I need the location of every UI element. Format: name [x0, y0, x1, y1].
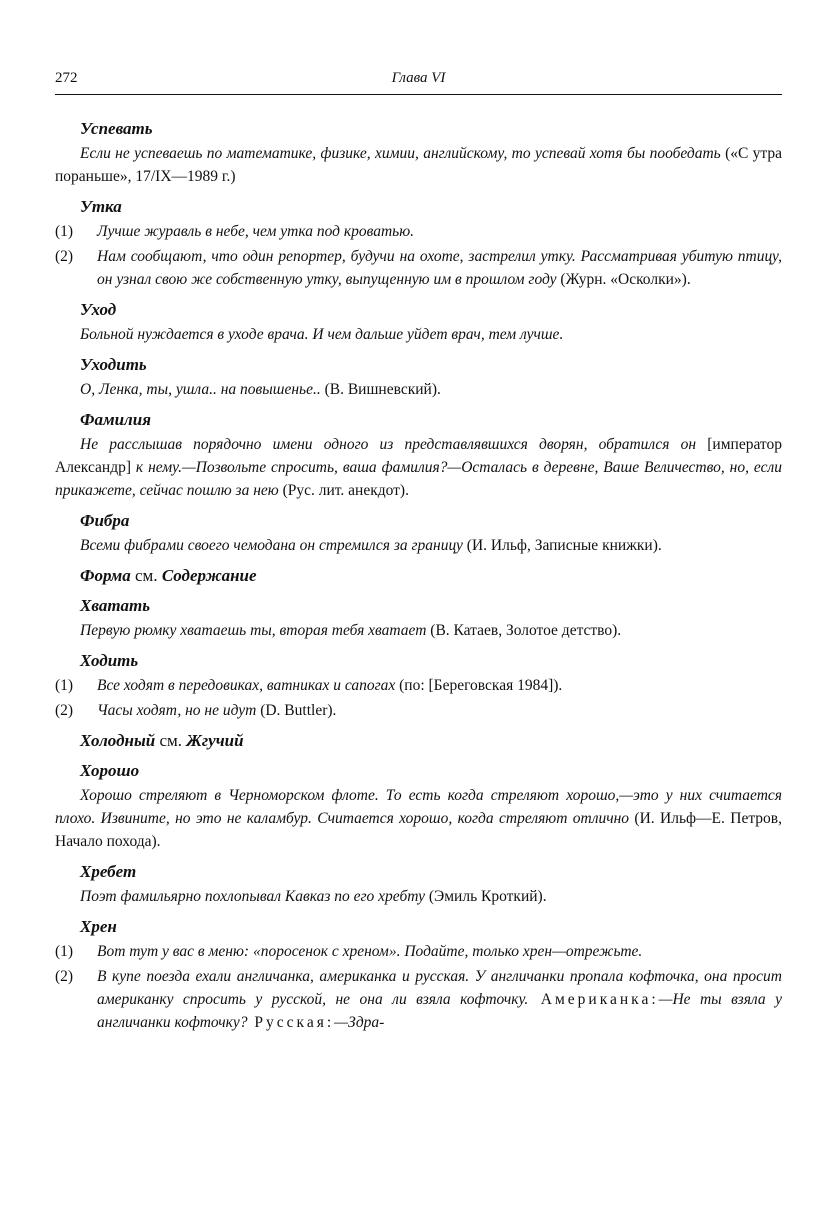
- entry-khvatat: [55, 587, 782, 642]
- entry-khorosho: [55, 752, 782, 853]
- entry-ukhodit: [55, 346, 782, 401]
- entry-kholodny: [55, 722, 782, 752]
- headword: Фибра: [80, 511, 130, 530]
- entry-text: Не расслышав порядочно имени одного из представлявшихся дворян, обратился он [император Александр] к нему.—Позвольте спросить, ваша фамилия?—Осталась в деревне, Ваше Величество, но, если прикажете, сейчас пошлю за нею (Рус. лит. анекдот).: [55, 436, 783, 499]
- entry-text: О, Ленка, ты, ушла.. на повышенье.. (В. Вишневский).: [80, 381, 441, 398]
- headword: Успевать: [80, 119, 153, 138]
- headword: Хребет: [80, 862, 137, 881]
- entry-khrebet: [55, 853, 782, 908]
- headword-cross-ref: Холодный см. Жгучий: [80, 731, 244, 750]
- headword: Хорошо: [80, 761, 140, 780]
- entry-familiya: [55, 401, 782, 502]
- entry-text: Поэт фамильярно похлопывал Кавказ по его хребту (Эмиль Кроткий).: [80, 888, 547, 905]
- entry-fibra: [55, 502, 782, 557]
- list-item: (2) Нам сообщают, что один репортер, будучи на охоте, застрелил утку. Рассматривая убитую птицу, он узнал свою же собственную утку, выпущенную им в прошлом году (Журн. «Осколки»).: [55, 248, 782, 288]
- entry-forma: [55, 557, 782, 587]
- headword: Ходить: [80, 651, 139, 670]
- entry-utka: [55, 188, 782, 291]
- list-item: (1) Лучше журавль в небе, чем утка под кроватью.: [55, 223, 415, 240]
- headword: Хватать: [80, 596, 151, 615]
- chapter-title: Глава VI: [391, 70, 446, 86]
- dictionary-content: [55, 110, 782, 1034]
- list-item: (1) Вот тут у вас в меню: «поросенок с хреном». Подайте, только хрен—отрежьте.: [55, 943, 643, 960]
- list-item: (1) Все ходят в передовиках, ватниках и сапогах (по: [Береговская 1984]).: [55, 677, 563, 694]
- entry-text: Хорошо стреляют в Черноморском флоте. То есть когда стреляют хорошо,—это у них считается плохо. Извините, но это не каламбур. Считается хорошо, когда стреляют отлично (И. Ильф—Е. Петров, Начало похода).: [55, 787, 782, 850]
- entry-text: Если не успеваешь по математике, физике, химии, английскому, то успевай хотя бы пообедать («С утра пораньше», 17/IX—1989 г.): [55, 145, 783, 185]
- headword: Хрен: [80, 917, 117, 936]
- page-number: 272: [55, 70, 78, 86]
- headword: Уход: [80, 300, 117, 319]
- list-item: (2) В купе поезда ехали англичанка, американка и русская. У англичанки пропала кофточка, она просит американку спросить у русской, не она ли взяла кофточку. Американка:—Не ты взяла у англичанки кофточку? Русская:—Здра-: [55, 968, 782, 1031]
- headword: Фамилия: [80, 410, 151, 429]
- page-header: [55, 70, 782, 95]
- headword-cross-ref: Форма см. Содержание: [80, 566, 257, 585]
- entry-ukhod: [55, 291, 782, 346]
- entry-text: Больной нуждается в уходе врача. И чем дальше уйдет врач, тем лучше.: [80, 326, 564, 343]
- entry-uspevat: [55, 110, 782, 188]
- headword: Уходить: [80, 355, 147, 374]
- entry-text: Всеми фибрами своего чемодана он стремился за границу (И. Ильф, Записные книжки).: [80, 537, 662, 554]
- entry-text: Первую рюмку хватаешь ты, вторая тебя хватает (В. Катаев, Золотое детство).: [80, 622, 622, 639]
- headword: Утка: [80, 197, 122, 216]
- entry-khren: [55, 908, 782, 1034]
- list-item: (2) Часы ходят, но не идут (D. Buttler).: [55, 702, 337, 719]
- entry-khodit: [55, 642, 782, 722]
